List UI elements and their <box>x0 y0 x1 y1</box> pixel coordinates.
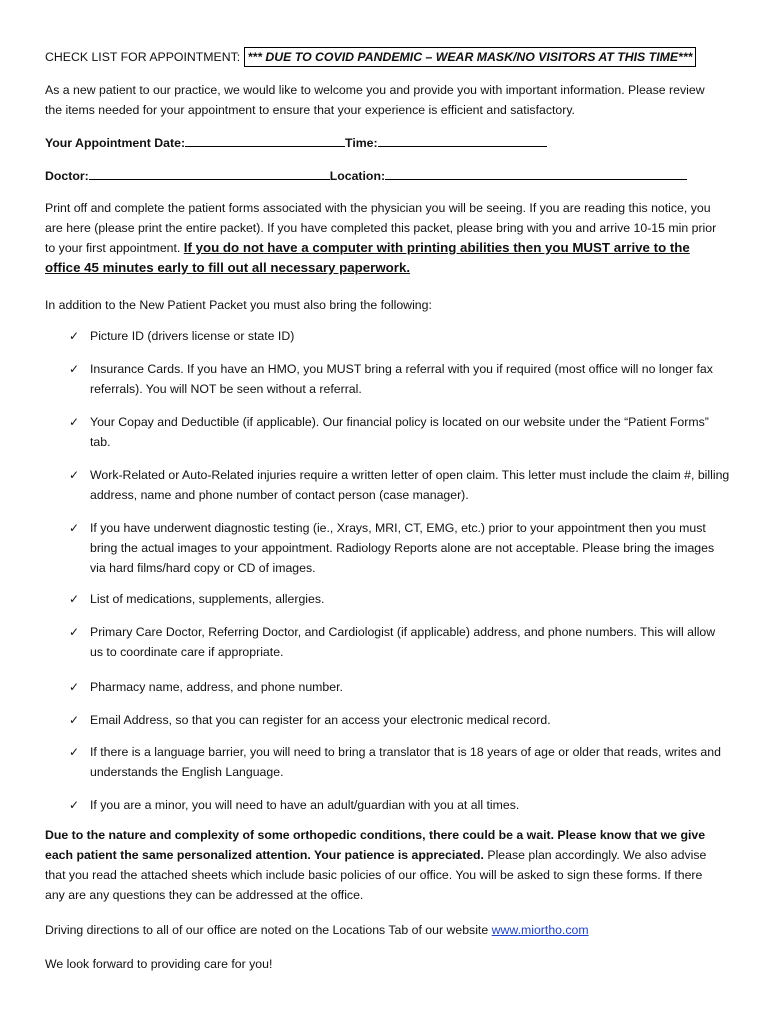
appointment-date-row <box>45 133 547 153</box>
print-instructions <box>45 198 723 278</box>
checkmark-icon: ✓ <box>69 625 80 639</box>
intro-paragraph: As a new patient to our practice, we would like to welcome you and provide you with important information. Please review the items needed for your appointment to ensure that your experience is efficient and satisfactory. <box>45 83 705 117</box>
checklist-header <box>45 47 696 67</box>
checklist-item-text: List of medications, supplements, allergies. <box>90 592 325 606</box>
location-blank[interactable] <box>385 166 687 180</box>
checklist-item <box>69 359 730 399</box>
checkmark-icon: ✓ <box>69 329 80 343</box>
checklist-item <box>69 518 730 578</box>
directions <box>45 920 723 940</box>
checklist-item <box>69 622 730 662</box>
wait-notice <box>45 825 723 905</box>
checkmark-icon: ✓ <box>69 592 80 606</box>
checkmark-icon: ✓ <box>69 798 80 812</box>
checkmark-icon: ✓ <box>69 362 80 376</box>
checklist-item-text: If you are a minor, you will need to have an adult/guardian with you at all times. <box>90 798 520 812</box>
wait-notice-bold: Due to the nature and complexity of some orthopedic conditions, there could be a wait. Please know that we give each patient the same personalized attention. Your patience is appreciated. <box>45 828 706 862</box>
doctor-blank[interactable] <box>89 166 330 180</box>
print-instructions-text: Print off and complete the patient forms associated with the physician you will be seeing. If you are reading this notice, you are here (please print the entire packet). If you have completed this packet, please bring with you and arrive 10-15 min prior to your first appointment. <box>45 201 717 255</box>
checkmark-icon: ✓ <box>69 521 80 535</box>
location-label: Location: <box>329 169 386 183</box>
checklist-item-text: Your Copay and Deductible (if applicable). Our financial policy is located on our website under the “Patient Forms” tab. <box>90 415 709 449</box>
checklist-item <box>69 465 730 505</box>
directions-text: Driving directions to all of our office are noted on the Locations Tab of our website <box>45 923 489 937</box>
appointment-date-label: Your Appointment Date: <box>45 136 186 150</box>
time-label: Time: <box>345 136 378 150</box>
print-instructions-emphasis: If you do not have a computer with printing abilities then you MUST arrive to the office 45 minutes early to fill out all necessary paperwork. <box>45 240 690 275</box>
doctor-label: Doctor: <box>45 169 89 183</box>
checklist-item-text: Work-Related or Auto-Related injuries require a written letter of open claim. This letter must include the claim #, billing address, name and phone number of contact person (case manager). <box>90 468 730 502</box>
covid-notice-box: *** DUE TO COVID PANDEMIC – WEAR MASK/NO VISITORS AT THIS TIME*** <box>244 47 697 67</box>
appointment-date-blank[interactable] <box>185 133 345 147</box>
checklist-item <box>69 677 730 697</box>
closing-line: We look forward to providing care for you! <box>45 957 273 971</box>
checkmark-icon: ✓ <box>69 745 80 759</box>
checkmark-icon: ✓ <box>69 415 80 429</box>
doctor-location-row <box>45 166 687 186</box>
time-blank[interactable] <box>378 133 547 147</box>
checklist-item <box>69 742 730 782</box>
checkmark-icon: ✓ <box>69 680 80 694</box>
checklist-item-text: Picture ID (drivers license or state ID) <box>90 329 295 343</box>
checklist-item-text: Email Address, so that you can register for an access your electronic medical record. <box>90 713 551 727</box>
checkmark-icon: ✓ <box>69 468 80 482</box>
website-link[interactable]: www.miortho.com <box>491 923 589 937</box>
checklist-item-text: If you have underwent diagnostic testing (ie., Xrays, MRI, CT, EMG, etc.) prior to your appointment then you must bring the actual images to your appointment. Radiology Reports alone are not acceptable. Please bring the images via hard films/hard copy or CD of images. <box>90 521 715 575</box>
checklist-item <box>69 795 730 815</box>
checklist-item <box>69 589 730 609</box>
checklist-item <box>69 412 730 452</box>
bring-intro: In addition to the New Patient Packet you must also bring the following: <box>45 298 432 312</box>
checklist-item-text: Pharmacy name, address, and phone number. <box>90 680 343 694</box>
checklist-title: CHECK LIST FOR APPOINTMENT: <box>45 50 241 64</box>
wait-notice-text: Please plan accordingly. We also advise that you read the attached sheets which include basic policies of our office. You will be asked to sign these forms. If there any are any questions they can be addressed at the office. <box>45 848 707 902</box>
checklist-item-text: Primary Care Doctor, Referring Doctor, and Cardiologist (if applicable) address, and phone numbers. This will allow us to coordinate care if appropriate. <box>90 625 716 659</box>
checkmark-icon: ✓ <box>69 713 80 727</box>
checklist-item-text: If there is a language barrier, you will need to bring a translator that is 18 years of age or older that reads, writes and understands the English Language. <box>90 745 721 779</box>
checklist-item-text: Insurance Cards. If you have an HMO, you MUST bring a referral with you if required (most office will no longer fax referrals). You will NOT be seen without a referral. <box>90 362 713 396</box>
checklist-item <box>69 326 730 346</box>
checklist-item <box>69 710 730 730</box>
